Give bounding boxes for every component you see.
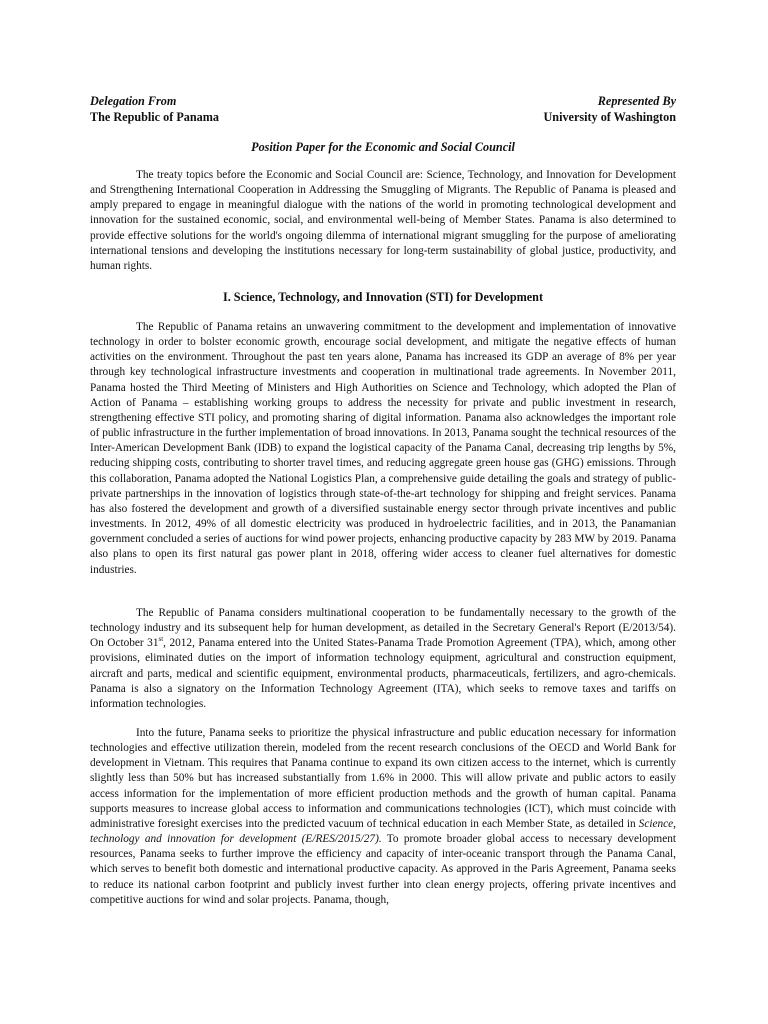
- ordinal-superscript: st: [158, 635, 164, 644]
- document-title: Position Paper for the Economic and Social Council: [251, 140, 515, 154]
- paragraph-text: To promote broader global access to necessary development resources, Panama seeks to further improve the efficiency and capacity of inter-oceanic transport through the Panama Canal, which serves to benefit both domestic and international productive capacity. As approved in the Paris Agreement, Panama seeks to reduce its national carbon footprint and publicly invest further into clean energy projects, offering private incentives and competitive auctions for wind and solar projects. Panama, though,: [90, 833, 676, 906]
- body-paragraph-1: The Republic of Panama retains an unwavering commitment to the development and implementation of innovative technology in order to bolster economic growth, encourage social development, and mitigate the negative effects of human activities on the environment. Throughout the past ten years alone, Panama has increased its GDP an average of 8% per year through key technological infrastructure investments and cooperation in multinational trade agreements. In November 2011, Panama hosted the Third Meeting of Ministers and High Authorities on Science and Technology, which adopted the Plan of Action of Panama – establishing working groups to address the necessity for private and public investment in research, strengthening effective STI policy, and promoting sharing of digital information. Panama also acknowledges the important role of public infrastructure in the further implementation of broad innovations. In 2013, Panama sought the technical resources of the Inter-American Development Bank (IDB) to expand the logistical capacity of the Panama Canal, decreasing trip lengths by 5%, reducing shipping costs, contributing to shorter travel times, and reducing aggregate green house gas (GHG) emissions. Through this collaboration, Panama adopted the National Logistics Plan, a comprehensive guide detailing the goals and strategy of public-private partnerships in the innovation of logistics through state-of-the-art technology for shipping and freight services. Panama has also fostered the development and growth of a diversified sustainable energy sector through private incentives and public investments. In 2012, 49% of all domestic electricity was produced in hydroelectric facilities, and in 2013, the Panamanian government concluded a series of auctions for wind power projects, enhancing productive capacity by 283 MW by 2019. Panama also plans to open its first natural gas power plant in 2018, offering wider access to cleaner fuel alternatives for domestic industries.: [90, 321, 676, 576]
- paragraph-text: , 2012, Panama entered into the United States-Panama Trade Promotion Agreement (TPA), which, among other provisions, eliminated duties on the import of information technology equipment, agricultural and construction equipment, aircraft and parts, medical and scientific equipment, environmental products, pharmaceuticals, fertilizers, and agro-chemicals. Panama is also a signatory on the Information Technology Agreement (ITA), which seeks to remove taxes and tariffs on information technologies.: [90, 637, 676, 710]
- document-citation: Science, technology and innovation for development (E/RES/2015/27).: [90, 817, 676, 846]
- intro-paragraph: The treaty topics before the Economic and Social Council are: Science, Technology, and Innovation for Development and Strengthening International Cooperation in Addressing the Smuggling of Migrants. The Republic of Panama is pleased and amply prepared to engage in meaningful dialogue with the nations of the world in promoting technological development and innovation for the sustained economic, social, and environmental well-being of Member States. Panama is also determined to provide effective solutions for the world's ongoing dilemma of international migrant smuggling for the purpose of ameliorating international tensions and developing the institutions necessary for long-term sustainability of global justice, productivity, and human rights.: [90, 169, 676, 272]
- header-row-labels: [90, 94, 676, 109]
- paragraph-text: Into the future, Panama seeks to prioritize the physical infrastructure and public education necessary for information technologies and effective utilization therein, modeled from the recent research conclusions of the OECD and World Bank for development in Vietnam. This requires that Panama continue to expand its own citizen access to the internet, which is currently slightly less than 50% but has increased substantially from 1.6% in 2000. This will allow private and public actors to easily access information for the implementation of more efficient production methods and the growth of human capital. Panama supports measures to increase global access to information and communications technologies (ICT), which must coincide with administrative foresight exercises into the predicted vacuum of technical education in each Member State, as detailed in: [90, 727, 676, 830]
- section-heading: I. Science, Technology, and Innovation (STI) for Development: [222, 290, 544, 304]
- body-paragraph-2: [90, 606, 676, 712]
- delegation-label: Delegation From: [90, 94, 177, 108]
- body-paragraph-3: [90, 726, 676, 908]
- represented-label: Represented By: [597, 94, 676, 108]
- header-row-names: [90, 110, 676, 125]
- university-name: University of Washington: [543, 110, 676, 124]
- paragraph-text: The Republic of Panama considers multinational cooperation to be fundamentally necessary to the growth of the technology industry and its subsequent help for human development, as detailed in the Secretary General's Report (E/2013/54). On October 31: [90, 607, 676, 650]
- country-name: The Republic of Panama: [90, 110, 219, 124]
